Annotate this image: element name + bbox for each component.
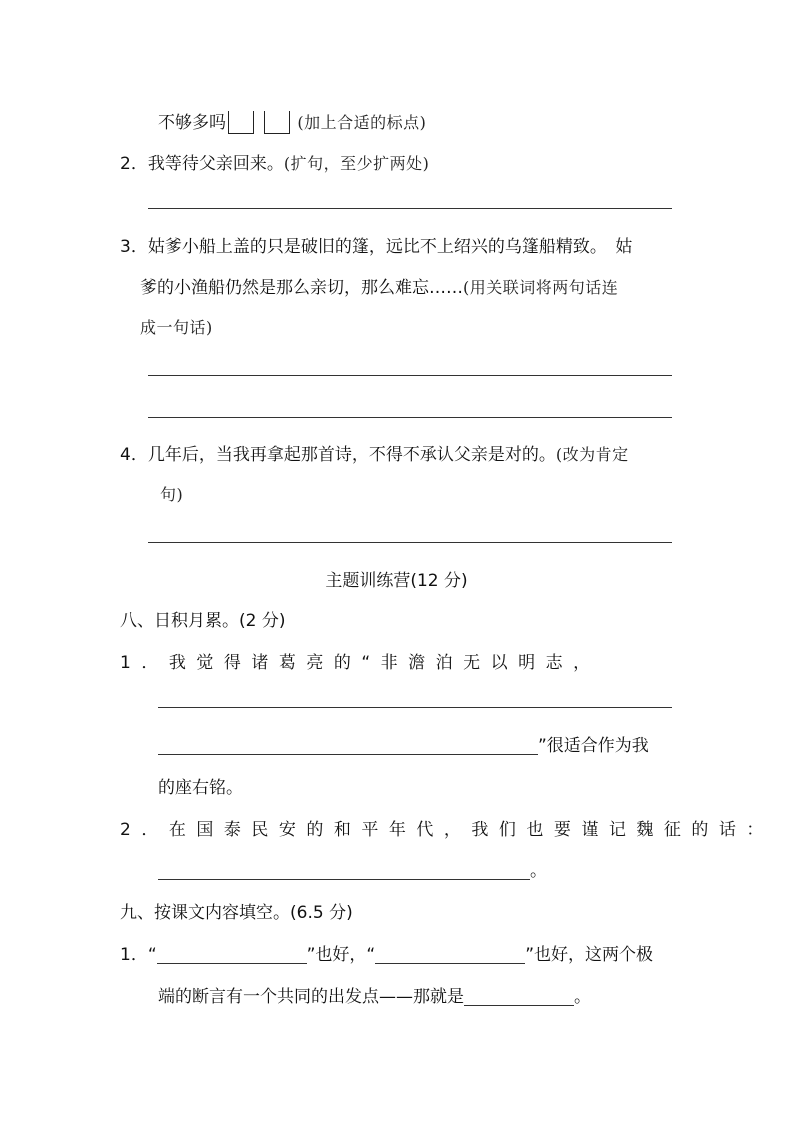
answer-blank-s8-q1-2[interactable] xyxy=(158,738,538,755)
answer-line-q4[interactable] xyxy=(148,542,672,543)
section-8-title: 八、日积月累。(2 分) xyxy=(120,611,286,631)
question-3-line-2 xyxy=(140,273,618,298)
answer-blank-s8-q2[interactable] xyxy=(158,863,530,880)
s9-q1-line-1 xyxy=(120,940,653,965)
question-3-line-1 xyxy=(120,232,632,257)
s9-q1-c: ”也好，这两个极 xyxy=(525,945,654,965)
s8-q1-line: 1．我觉得诸葛亮的“非澹泊无以明志， xyxy=(120,653,601,673)
s8-q2-line: 2．在国泰民安的和平年代，我们也要谨记魏征的话： xyxy=(120,820,774,840)
answer-blank-s9-3[interactable] xyxy=(464,989,574,1006)
question-4 xyxy=(120,440,629,465)
s8-q2-end: 。 xyxy=(530,861,547,881)
s9-q1-d: 端的断言有一个共同的出发点——那就是 xyxy=(158,987,464,1007)
s8-q1-last: 的座右铭。 xyxy=(158,778,243,798)
question-2 xyxy=(120,149,429,174)
section-title: 主题训练营(12 分) xyxy=(325,571,468,591)
punctuation-box-2[interactable] xyxy=(264,111,290,134)
answer-line-q2[interactable] xyxy=(148,208,672,209)
q4-note-1: (改为肯定 xyxy=(555,445,629,464)
q3-line2-note: (用关联词将两句话连 xyxy=(463,278,619,297)
section-9-title: 九、按课文内容填空。(6.5 分) xyxy=(120,903,353,923)
q3-line3-note: 成一句话) xyxy=(140,318,213,337)
q2-note: (扩句，至少扩两处) xyxy=(283,154,430,173)
q4-note-2: 句) xyxy=(160,485,184,504)
q4-text: 几年后，当我再拿起那首诗，不得不承认父亲是对的。 xyxy=(147,445,556,465)
q2-text: 我等待父亲回来。 xyxy=(147,154,284,174)
s8-q2-row-2 xyxy=(158,856,547,881)
q1-continuation xyxy=(158,108,426,134)
s9-q1-b: ”也好，“ xyxy=(306,945,376,965)
s9-q1-line-2 xyxy=(158,982,591,1007)
punctuation-box-1[interactable] xyxy=(228,111,254,134)
q2-number: 2． xyxy=(120,154,148,174)
q1-note: (加上合适的标点) xyxy=(297,113,427,132)
answer-line-q3-1[interactable] xyxy=(148,375,672,376)
q1-text: 不够多吗 xyxy=(158,113,226,133)
q3-line1: 姑爹小船上盖的只是破旧的篷，远比不上绍兴的乌篷船精致。 姑 xyxy=(147,237,633,257)
q3-line2-text: 爹的小渔船仍然是那么亲切，那么难忘…… xyxy=(140,278,463,298)
s9-q1-a: 1．“ xyxy=(120,945,157,965)
answer-line-q3-2[interactable] xyxy=(148,417,672,418)
answer-line-s8-q1-1[interactable] xyxy=(158,707,672,708)
q3-number: 3． xyxy=(120,237,148,257)
q4-number: 4． xyxy=(120,445,148,465)
answer-blank-s9-2[interactable] xyxy=(375,947,525,964)
answer-blank-s9-1[interactable] xyxy=(157,947,307,964)
s8-q1-row-2 xyxy=(158,731,649,756)
s8-q1-end: ”很适合作为我 xyxy=(538,736,649,756)
s9-q1-e: 。 xyxy=(574,987,591,1007)
